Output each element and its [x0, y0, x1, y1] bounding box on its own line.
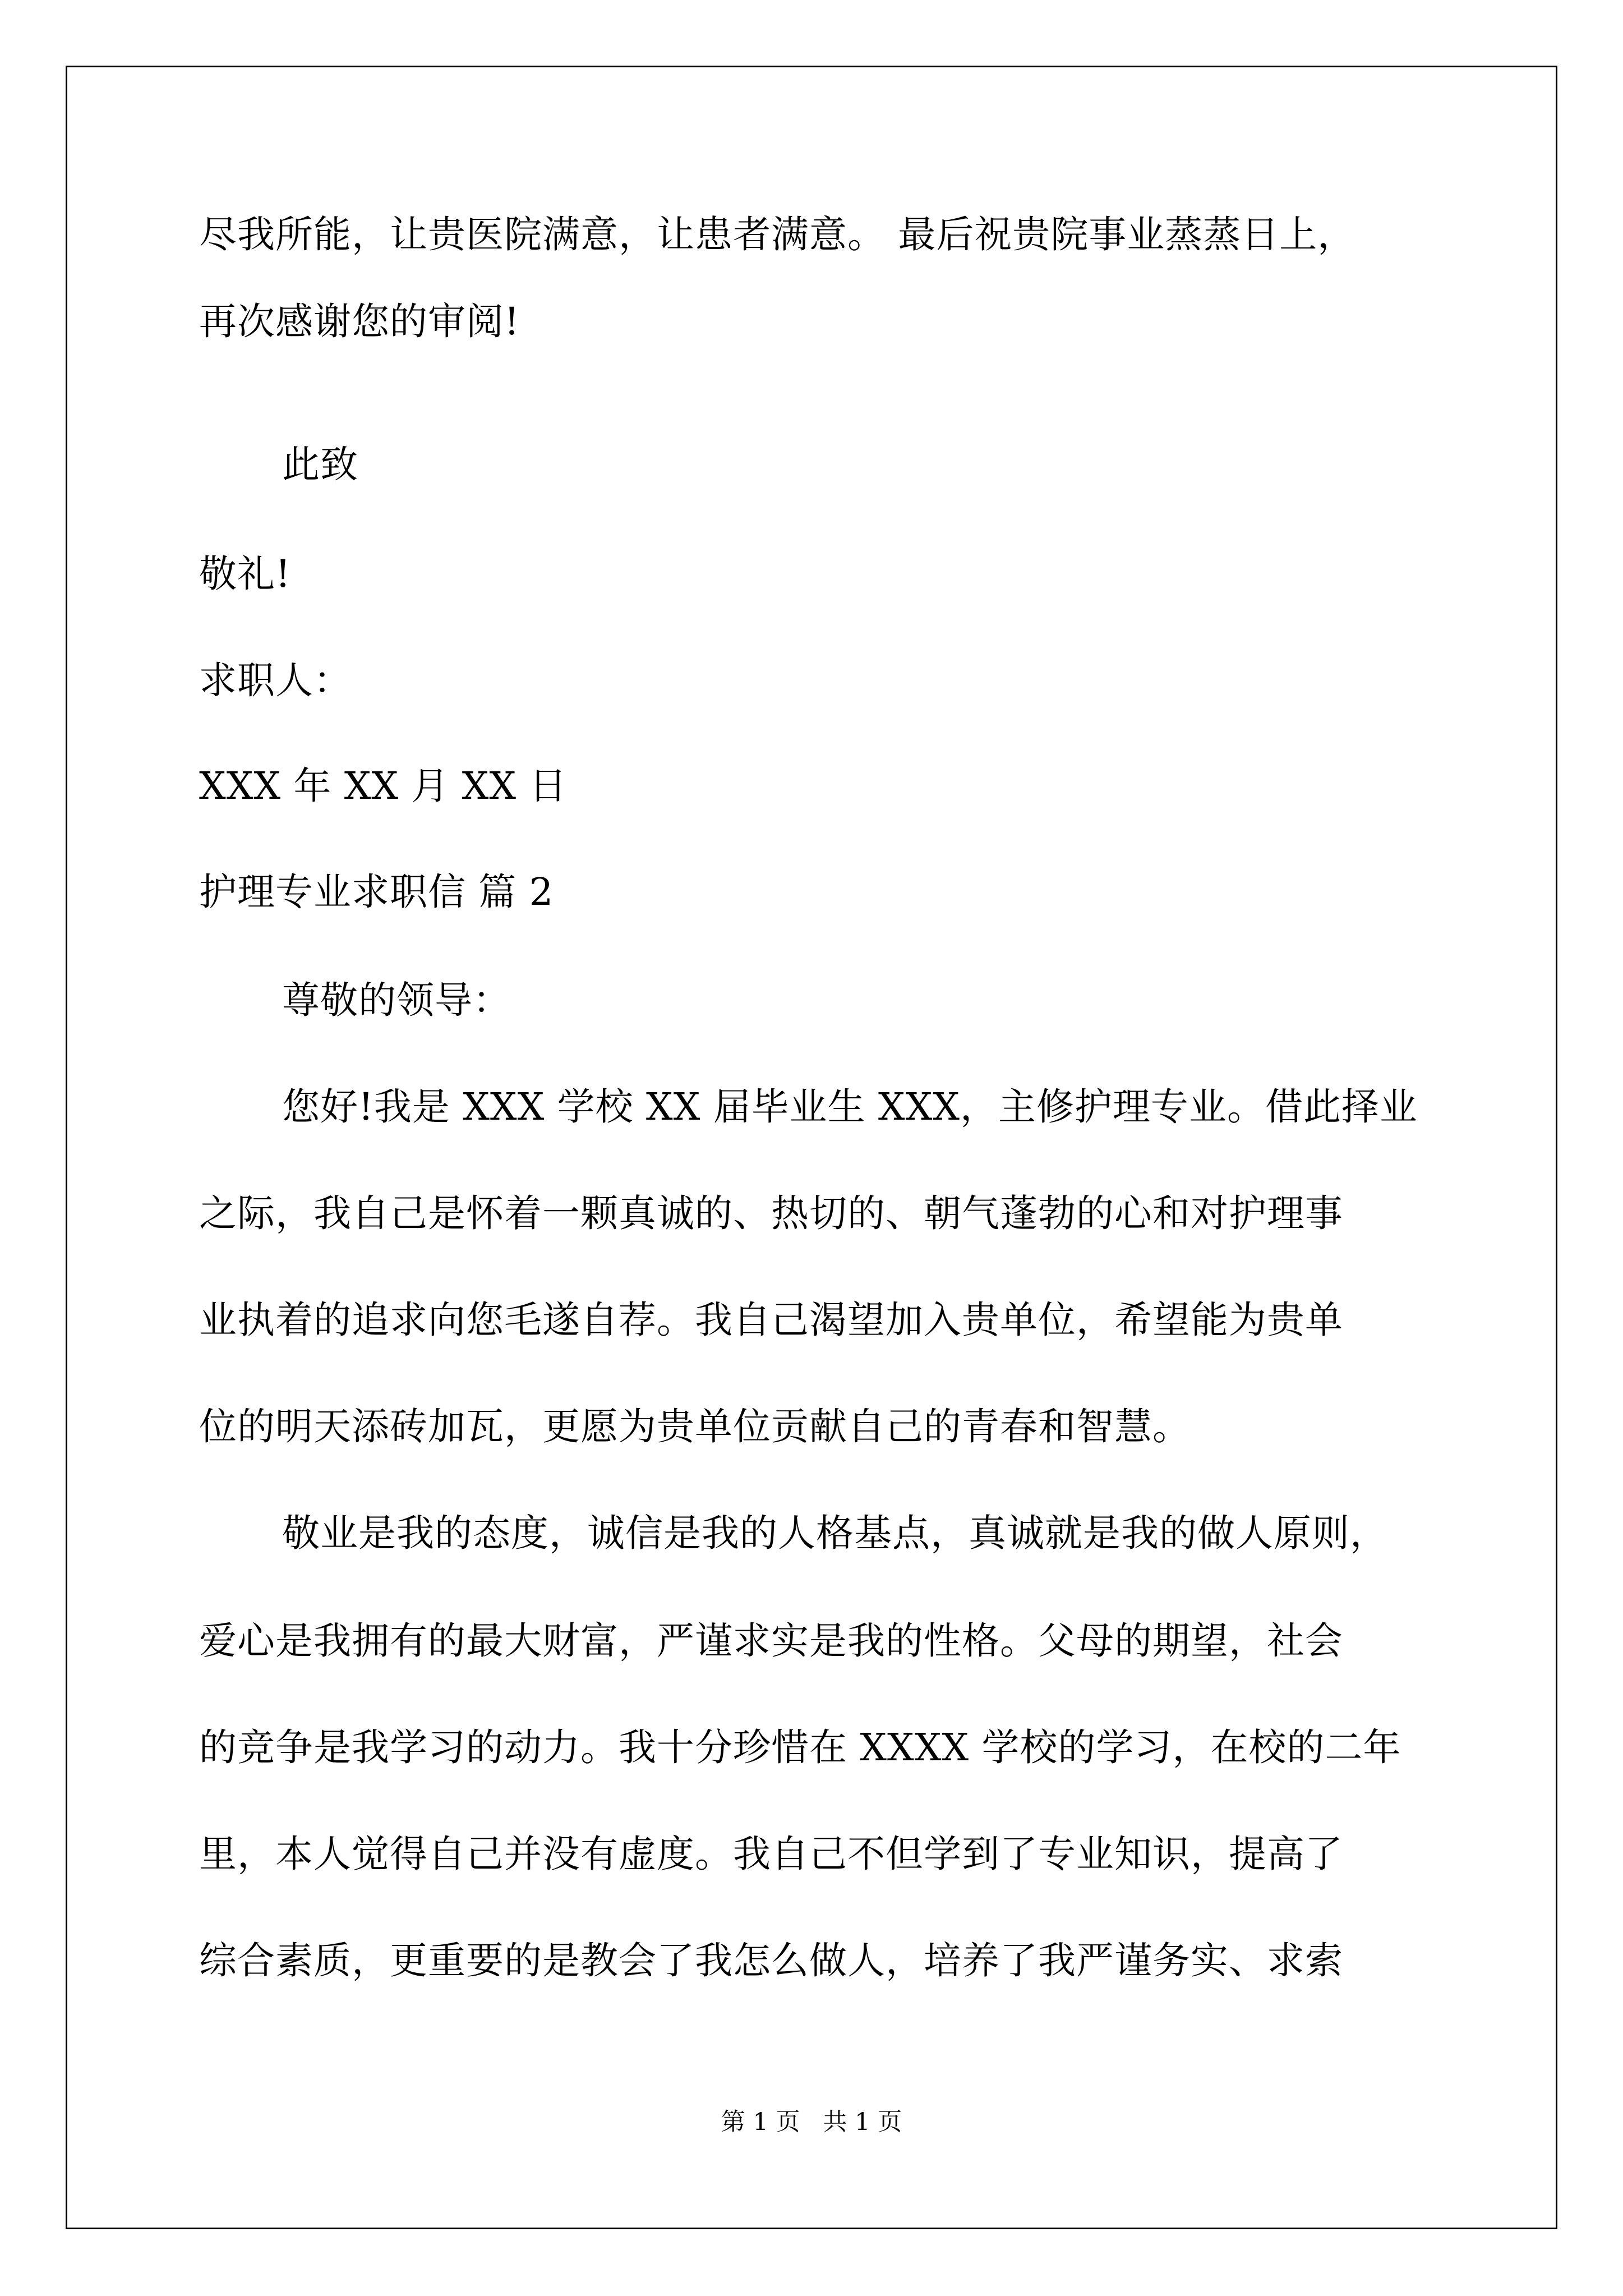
greeting: 尊敬的领导： [282, 978, 511, 1022]
applicant-signature-label: 求职人： [199, 659, 352, 702]
text-line: 里，本人觉得自己并没有虚度。我自己不但学到了专业知识，提高了 [199, 1832, 1343, 1876]
text-line: 尽我所能，让贵医院满意，让患者满意。 最后祝贵院事业蒸蒸日上， [199, 213, 1356, 256]
text-line: 爱心是我拥有的最大财富，严谨求实是我的性格。父母的期望，社会 [199, 1619, 1343, 1663]
closing-salutation: 此致 [282, 443, 358, 486]
text-line: 综合素质，更重要的是教会了我怎么做人，培养了我严谨务实、求索 [199, 1939, 1343, 1982]
letter-date: XXX 年 XX 月 XX 日 [199, 764, 568, 808]
text-line: 之际，我自己是怀着一颗真诚的、热切的、朝气蓬勃的心和对护理事 [199, 1191, 1343, 1235]
section-heading: 护理专业求职信 篇 2 [199, 870, 554, 914]
closing-regards: 敬礼! [199, 552, 291, 596]
text-line: 敬业是我的态度，诚信是我的人格基点，真诚就是我的做人原则， [282, 1511, 1388, 1555]
text-line: 的竞争是我学习的动力。我十分珍惜在 XXXX 学校的学习，在校的二年 [199, 1726, 1401, 1769]
page-border [66, 66, 1557, 2229]
text-line: 位的明天添砖加瓦，更愿为贵单位贡献自己的青春和智慧。 [199, 1405, 1191, 1448]
page-footer: 第 1 页 共 1 页 [721, 2108, 902, 2136]
text-line: 业执着的追求向您毛遂自荐。我自己渴望加入贵单位，希望能为贵单 [199, 1298, 1343, 1342]
text-line: 您好!我是 XXX 学校 XX 届毕业生 XXX，主修护理专业。借此择业 [282, 1085, 1418, 1129]
text-line: 再次感谢您的审阅! [199, 300, 520, 343]
